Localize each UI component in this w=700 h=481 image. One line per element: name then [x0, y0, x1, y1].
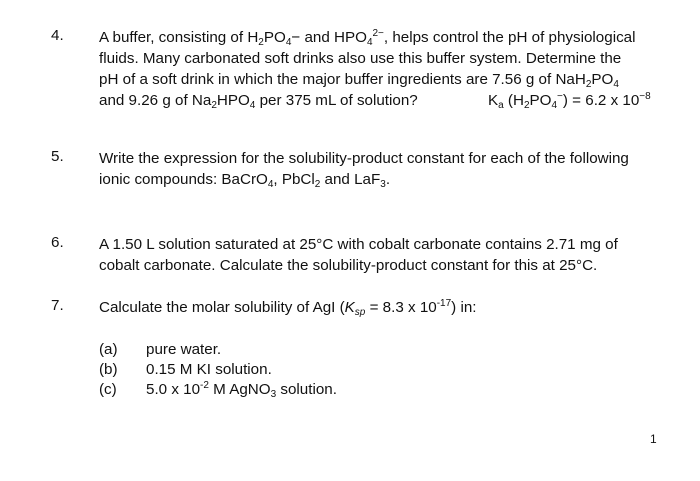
text-run: and LaF [320, 171, 381, 188]
page-number: 1 [650, 432, 657, 446]
text-run: ionic compounds: BaCrO [99, 171, 268, 188]
text-run: HPO [216, 92, 250, 109]
question-line: Write the expression for the solubility-product constant for each of the following [99, 150, 629, 167]
subscript: 2 [211, 100, 217, 111]
question-line [99, 27, 669, 48]
text-run: K [488, 92, 499, 109]
question-line: A 1.50 L solution saturated at 25°C with cobalt carbonate contains 2.71 mg of [99, 236, 618, 253]
subscript: sp [354, 307, 366, 318]
superscript: − [557, 91, 563, 102]
superscript: -2 [200, 380, 209, 391]
text-run: M AgNO [208, 381, 271, 398]
text-run: PO [263, 29, 286, 46]
text-run: solution. [276, 381, 337, 398]
option-label: (b) [99, 361, 118, 378]
question-number: 7. [51, 297, 64, 314]
text-run: K [344, 299, 355, 316]
subscript: 4 [366, 37, 373, 48]
text-run: PO [591, 71, 614, 88]
text-run: − and HPO [291, 29, 367, 46]
subscript: 4 [613, 79, 619, 90]
option-label: (c) [99, 381, 117, 398]
question-number: 5. [51, 148, 64, 165]
question-text [99, 148, 669, 190]
question-line [99, 297, 669, 318]
option-text: 0.15 M KI solution. [146, 361, 272, 378]
question-text [99, 27, 669, 111]
ka-expression [488, 90, 651, 111]
subscript: a [498, 100, 504, 111]
text-run: ) in: [451, 299, 477, 316]
superscript: 2− [372, 28, 384, 39]
option-label: (a) [99, 341, 118, 358]
text-run: = 8.3 x 10 [365, 299, 437, 316]
subscript: 4 [285, 37, 292, 48]
subscript: 2 [314, 179, 321, 190]
subscript: 3 [270, 389, 277, 400]
question-number: 4. [51, 27, 64, 44]
option-text [146, 380, 337, 400]
question-number: 6. [51, 234, 64, 251]
question-line [99, 90, 669, 111]
text-run: PO [529, 92, 552, 109]
subscript: 2 [523, 100, 530, 111]
subscript: 2 [585, 79, 592, 90]
subscript: 3 [380, 179, 386, 190]
superscript: -17 [436, 298, 452, 309]
question-line: fluids. Many carbonated soft drinks also use this buffer system. Determine the [99, 50, 622, 67]
text-run: pH of a soft drink in which the major buffer ingredients are 7.56 g of NaH [99, 71, 586, 88]
subscript: 4 [267, 179, 274, 190]
text-run: , helps control the pH of physiological [383, 29, 636, 46]
text-run: 5.0 x 10 [146, 381, 201, 398]
text-run: . [385, 171, 391, 188]
text-run: per 375 mL of solution? [255, 92, 418, 109]
question-line [99, 69, 669, 90]
text-run: , PbCl [273, 171, 315, 188]
question-line [99, 169, 669, 190]
question-text [99, 234, 669, 276]
question-text [99, 297, 669, 318]
text-run: (H [503, 92, 524, 109]
text-run: A buffer, consisting of H [99, 29, 259, 46]
subscript: 4 [551, 100, 558, 111]
text-run: Calculate the molar solubility of AgI ( [99, 299, 345, 316]
text-run: and 9.26 g of Na [99, 92, 212, 109]
superscript: −8 [639, 91, 651, 102]
question-line: cobalt carbonate. Calculate the solubility-product constant for this at 25°C. [99, 257, 598, 274]
option-text: pure water. [146, 341, 222, 358]
text-run: ) = 6.2 x 10 [562, 92, 640, 109]
subscript: 4 [249, 100, 256, 111]
subscript: 2 [258, 37, 264, 48]
